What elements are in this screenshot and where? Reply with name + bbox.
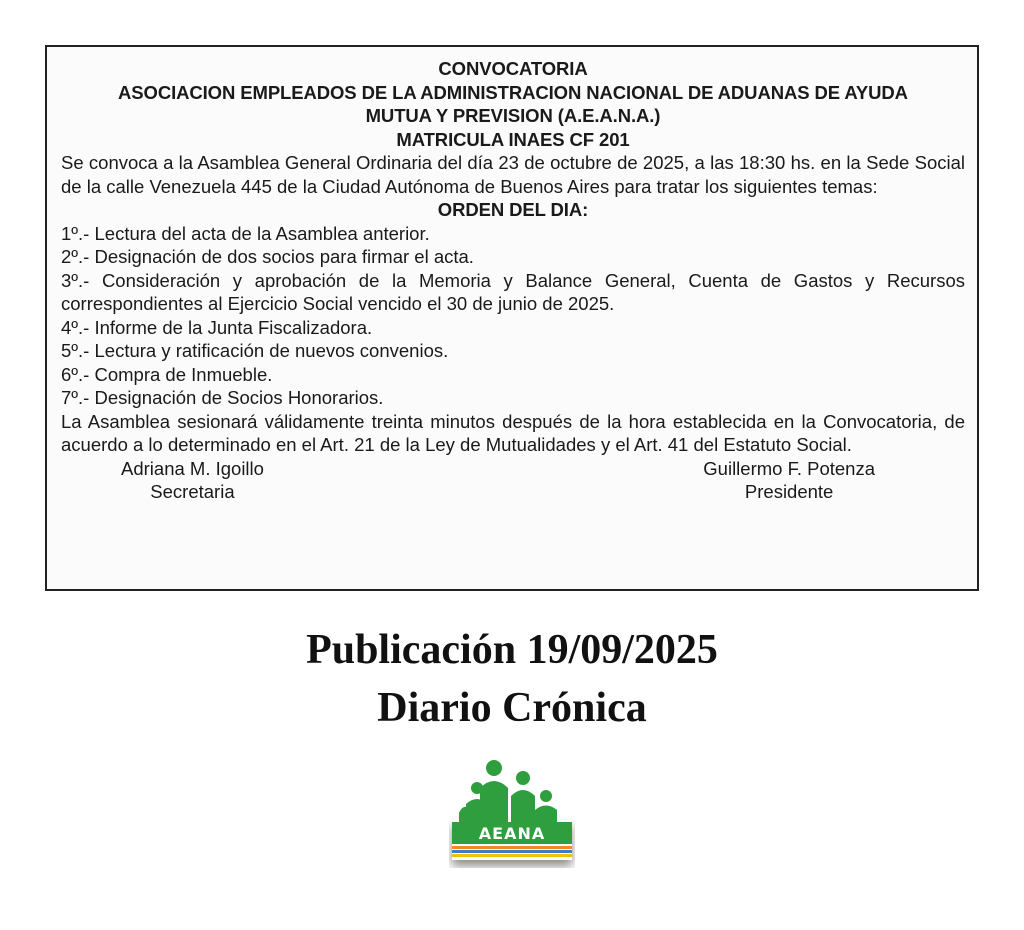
notice-box [45, 45, 979, 591]
agenda-item: 3º.- Consideración y aprobación de la Memoria y Balance General, Cuenta de Gastos y Recursos correspondientes al Ejercicio Social vencido el 30 de junio de 2025. [61, 269, 965, 314]
agenda-item: 1º.- Lectura del acta de la Asamblea anterior. [61, 222, 430, 244]
agenda-item: 2º.- Designación de dos socios para firmar el acta. [61, 246, 474, 267]
agenda-title: ORDEN DEL DIA: [437, 199, 589, 220]
signature-president [703, 457, 875, 503]
aeana-logo [449, 758, 575, 868]
organization-name-line2: MUTUA Y PREVISION (A.E.A.N.A.) [365, 105, 661, 126]
closing-paragraph: La Asamblea sesionará válidamente treinta minutos después de la hora establecida en la Convocatoria, de acuerdo a lo determinado en el Art. 21 de la Ley de Mutualidades y el Art. 41 del Estatuto Social. [61, 410, 965, 455]
signature-name: Adriana M. Igoillo [121, 457, 264, 479]
signature-secretary [121, 457, 264, 503]
organization-name-line1: ASOCIACION EMPLEADOS DE LA ADMINISTRACION NACIONAL DE ADUANAS DE AYUDA [118, 81, 908, 103]
publication-date: Publicación 19/09/2025 [306, 627, 718, 673]
registration-number: MATRICULA INAES CF 201 [396, 128, 630, 150]
agenda-item: 7º.- Designación de Socios Honorarios. [61, 387, 384, 408]
agenda-item: 4º.- Informe de la Junta Fiscalizadora. [61, 316, 373, 338]
newspaper-name: Diario Crónica [377, 685, 647, 731]
agenda-item: 5º.- Lectura y ratificación de nuevos convenios. [61, 340, 449, 361]
signatures [61, 457, 965, 503]
signature-role: Presidente [744, 480, 834, 502]
logo-text: AEANA [478, 824, 546, 843]
signature-name: Guillermo F. Potenza [703, 457, 875, 479]
notice-heading: CONVOCATORIA [438, 58, 588, 79]
agenda-list [61, 222, 965, 410]
agenda-item: 6º.- Compra de Inmueble. [61, 363, 273, 385]
intro-paragraph: Se convoca a la Asamblea General Ordinaria del día 23 de octubre de 2025, a las 18:30 hs. en la Sede Social de la calle Venezuela 445 de la Ciudad Autónoma de Buenos Aires para tratar los siguientes temas: [61, 152, 965, 197]
people-icon [459, 760, 557, 822]
signature-role: Secretaria [150, 480, 235, 502]
